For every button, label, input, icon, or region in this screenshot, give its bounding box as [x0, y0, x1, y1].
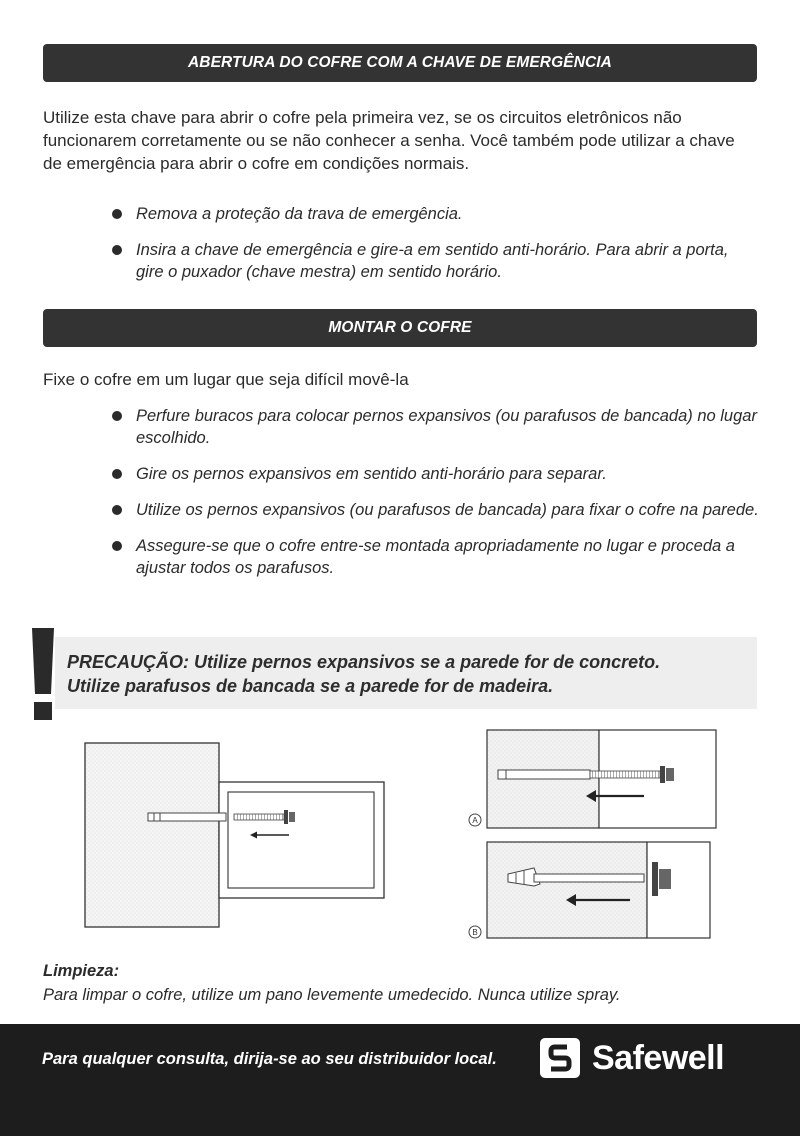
- bullet-icon: [112, 209, 122, 219]
- section-header-mount: [43, 309, 757, 347]
- bullet-icon: [112, 541, 122, 551]
- list-item: Insira a chave de emergência e gire-a em sentido anti-horário. Para abrir a porta, gire o puxador (chave mestra) em sentido horário.: [110, 239, 760, 283]
- caution-text: [67, 650, 757, 698]
- section-title-mount: MONTAR O COFRE: [328, 319, 472, 336]
- emergency-steps: [110, 203, 760, 297]
- bullet-icon: [112, 411, 122, 421]
- list-item: Utilize os pernos expansivos (ou parafusos de bancada) para fixar o cofre na parede.: [110, 499, 760, 521]
- diagram-label-b: B: [472, 928, 478, 937]
- list-item: Remova a proteção da trava de emergência.: [110, 203, 760, 225]
- list-item: Gire os pernos expansivos em sentido anti-horário para separar.: [110, 463, 760, 485]
- bullet-icon: [112, 245, 122, 255]
- bullet-icon: [112, 469, 122, 479]
- cleaning-title: Limpieza:: [43, 962, 120, 980]
- diagram-label-a: A: [472, 816, 478, 825]
- section-header-emergency: [43, 44, 757, 82]
- expansion-bolt-diagram-a: [466, 728, 722, 830]
- emergency-intro: Utilize esta chave para abrir o cofre pela primeira vez, se os circuitos eletrônicos não funcionarem corretamente ou se não conhecer a senha. Você também pode utilizar a chave de emergência para abrir o cofre em condições normais.: [43, 108, 735, 173]
- wall-mount-diagram: [84, 742, 394, 928]
- list-item: Assegure-se que o cofre entre-se montada apropriadamente no lugar e proceda a ajustar todos os parafusos.: [110, 535, 760, 579]
- bullet-icon: [112, 505, 122, 515]
- brand-name: Safewell: [592, 1038, 725, 1077]
- safewell-logo-icon: [538, 1036, 582, 1080]
- caution-line-1: PRECAUÇÃO: Utilize pernos expansivos se a parede for de concreto.: [67, 652, 661, 672]
- list-item: Perfure buracos para colocar pernos expansivos (ou parafusos de bancada) no lugar escolhido.: [110, 405, 760, 449]
- warning-exclamation-icon: [30, 628, 56, 720]
- caution-line-2: Utilize parafusos de bancada se a parede for de madeira.: [67, 676, 554, 696]
- footer-contact-text: Para qualquer consulta, dirija-se ao seu distribuidor local.: [42, 1050, 497, 1068]
- section-title-emergency: ABERTURA DO COFRE COM A CHAVE DE EMERGÊNCIA: [188, 54, 612, 71]
- expansion-bolt-diagram-b: [466, 838, 722, 942]
- mount-intro: Fixe o cofre em um lugar que seja difícil movê-la: [43, 370, 409, 389]
- safewell-logo: [538, 1034, 724, 1082]
- cleaning-text: Para limpar o cofre, utilize um pano levemente umedecido. Nunca utilize spray.: [43, 986, 621, 1004]
- mount-steps: [110, 405, 760, 593]
